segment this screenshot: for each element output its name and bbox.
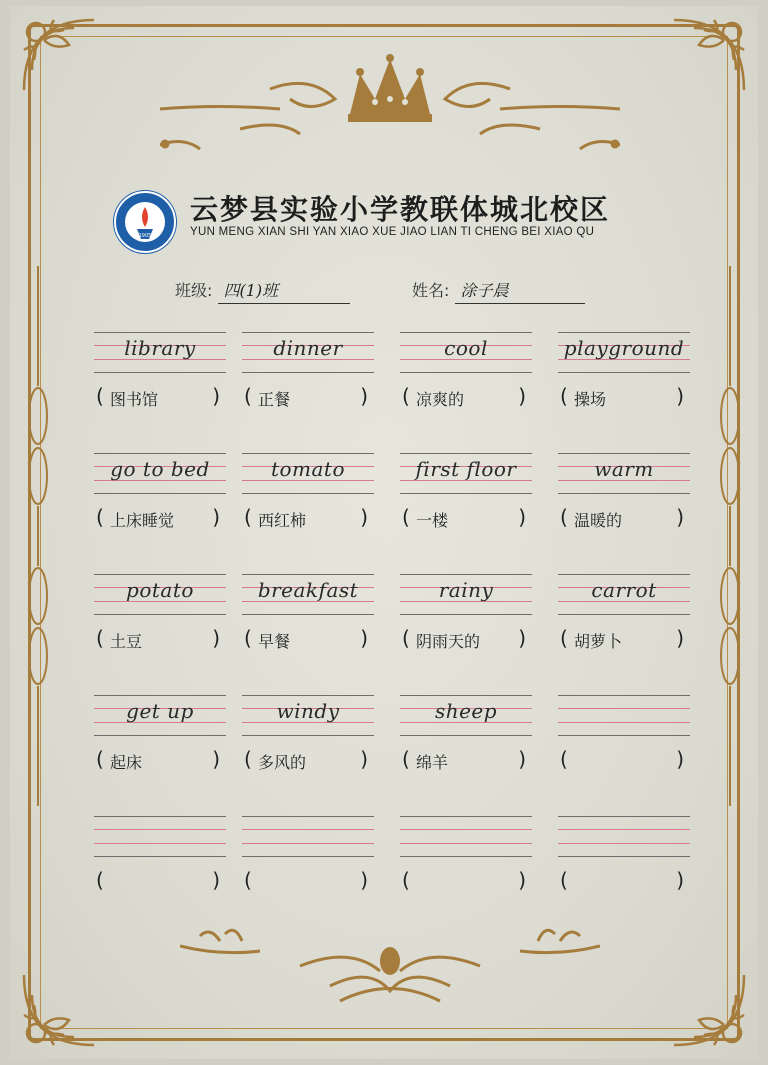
close-paren: ): [518, 747, 526, 771]
name-label: 姓名:: [412, 281, 450, 300]
chinese-meaning: 正餐: [258, 390, 291, 409]
close-paren: ): [360, 505, 368, 529]
chinese-meaning-box: [400, 384, 532, 412]
chinese-meaning-box: [94, 626, 226, 654]
vocab-item: [94, 453, 226, 543]
vocab-item: [242, 332, 374, 422]
chinese-meaning: 绵羊: [416, 753, 449, 772]
handwriting-lines: [558, 816, 690, 862]
english-word: tomato: [270, 457, 346, 481]
english-word: library: [124, 336, 196, 360]
class-value: 四(1)班: [218, 278, 350, 304]
vocab-item: [558, 816, 690, 906]
chinese-meaning: 操场: [574, 390, 607, 409]
close-paren: ): [212, 626, 220, 650]
open-paren: (: [244, 626, 252, 650]
school-name: 云梦县实验小学教联体城北校区: [190, 193, 611, 226]
name-value: 涂子晨: [455, 278, 585, 304]
open-paren: (: [244, 384, 252, 408]
chinese-meaning-box: [94, 505, 226, 533]
vocab-item: [242, 695, 374, 785]
open-paren: (: [402, 505, 410, 529]
chinese-meaning: 早餐: [258, 632, 291, 651]
chinese-meaning-box: [558, 505, 690, 533]
english-word: dinner: [273, 336, 343, 360]
chinese-meaning-box: [242, 626, 374, 654]
vocab-item: [94, 816, 226, 906]
chinese-meaning: 起床: [110, 753, 143, 772]
open-paren: (: [96, 384, 104, 408]
vocab-item: [558, 574, 690, 664]
close-paren: ): [360, 384, 368, 408]
open-paren: (: [244, 868, 252, 892]
open-paren: (: [96, 868, 104, 892]
vocab-item: [242, 816, 374, 906]
close-paren: ): [518, 384, 526, 408]
open-paren: (: [402, 868, 410, 892]
vocab-item: [400, 695, 532, 785]
close-paren: ): [676, 747, 684, 771]
chinese-meaning-box: [242, 747, 374, 775]
chinese-meaning: 胡萝卜: [574, 632, 623, 651]
english-word: cool: [444, 336, 488, 360]
chinese-meaning-box: [94, 747, 226, 775]
english-word: sheep: [434, 699, 498, 723]
open-paren: (: [402, 626, 410, 650]
close-paren: ): [518, 505, 526, 529]
logo-year-text: 1905: [138, 233, 152, 239]
chinese-meaning-box: [242, 384, 374, 412]
chinese-meaning: 上床睡觉: [110, 511, 175, 530]
certificate-page: [10, 6, 758, 1059]
close-paren: ): [518, 626, 526, 650]
chinese-meaning: 一楼: [416, 511, 449, 530]
chinese-meaning: 多风的: [258, 753, 307, 772]
open-paren: (: [96, 505, 104, 529]
chinese-meaning: 温暖的: [574, 511, 623, 530]
english-word: carrot: [591, 578, 657, 602]
english-word: first floor: [415, 457, 517, 481]
chinese-meaning-box: [94, 384, 226, 412]
open-paren: (: [402, 384, 410, 408]
chinese-meaning: 西红柿: [258, 511, 307, 530]
chinese-meaning-box: [558, 747, 690, 775]
english-word: rainy: [438, 578, 494, 602]
vocab-item: [242, 453, 374, 543]
close-paren: ): [212, 747, 220, 771]
corner-ornament-top-right: [664, 10, 754, 100]
chinese-meaning: 凉爽的: [416, 390, 465, 409]
open-paren: (: [244, 505, 252, 529]
class-label: 班级:: [175, 281, 213, 300]
english-word: warm: [594, 457, 654, 481]
vocab-item: [94, 332, 226, 422]
vocab-item: [400, 574, 532, 664]
close-paren: ): [212, 384, 220, 408]
school-logo: [114, 191, 176, 253]
close-paren: ): [676, 868, 684, 892]
close-paren: ): [360, 747, 368, 771]
english-word: go to bed: [110, 457, 210, 481]
close-paren: ): [360, 626, 368, 650]
handwriting-lines: [400, 816, 532, 862]
close-paren: ): [676, 384, 684, 408]
chinese-meaning: 图书馆: [110, 390, 159, 409]
open-paren: (: [560, 505, 568, 529]
open-paren: (: [560, 747, 568, 771]
vocab-item: [242, 574, 374, 664]
close-paren: ): [676, 626, 684, 650]
open-paren: (: [560, 384, 568, 408]
side-ornament-left: [24, 266, 52, 806]
english-word: potato: [126, 578, 194, 602]
side-ornament-right: [716, 266, 744, 806]
vocab-item: [94, 574, 226, 664]
vocab-item: [94, 695, 226, 785]
close-paren: ): [212, 505, 220, 529]
chinese-meaning: 土豆: [110, 632, 143, 651]
vocab-item: [558, 695, 690, 785]
chinese-meaning-box: [94, 868, 226, 896]
open-paren: (: [96, 626, 104, 650]
corner-ornament-bottom-right: [664, 965, 754, 1055]
class-field: [175, 278, 350, 304]
english-word: playground: [563, 336, 685, 360]
corner-ornament-bottom-left: [14, 965, 104, 1055]
english-word: windy: [276, 699, 340, 723]
vocab-item: [400, 332, 532, 422]
handwriting-lines: [558, 695, 690, 741]
vocab-item: [558, 453, 690, 543]
vocab-item: [558, 332, 690, 422]
chinese-meaning-box: [242, 868, 374, 896]
open-paren: (: [244, 747, 252, 771]
chinese-meaning-box: [558, 868, 690, 896]
chinese-meaning-box: [400, 626, 532, 654]
corner-ornament-top-left: [14, 10, 104, 100]
chinese-meaning-box: [400, 747, 532, 775]
close-paren: ): [212, 868, 220, 892]
vocab-item: [400, 816, 532, 906]
handwriting-lines: [94, 816, 226, 862]
chinese-meaning-box: [558, 626, 690, 654]
close-paren: ): [676, 505, 684, 529]
chinese-meaning-box: [242, 505, 374, 533]
chinese-meaning: 阴雨天的: [416, 632, 481, 651]
open-paren: (: [96, 747, 104, 771]
name-field: [412, 278, 585, 304]
english-word: get up: [126, 699, 194, 723]
open-paren: (: [560, 626, 568, 650]
open-paren: (: [402, 747, 410, 771]
close-paren: ): [360, 868, 368, 892]
crown-ornament: [160, 54, 620, 174]
vocab-item: [400, 453, 532, 543]
school-name-pinyin: YUN MENG XIAN SHI YAN XIAO XUE JIAO LIAN TI CHENG BEI XIAO QU: [190, 226, 595, 238]
open-paren: (: [560, 868, 568, 892]
handwriting-lines: [242, 816, 374, 862]
chinese-meaning-box: [400, 505, 532, 533]
chinese-meaning-box: [558, 384, 690, 412]
chinese-meaning-box: [400, 868, 532, 896]
close-paren: ): [518, 868, 526, 892]
english-word: breakfast: [257, 578, 359, 602]
bottom-ornament: [180, 916, 600, 1011]
